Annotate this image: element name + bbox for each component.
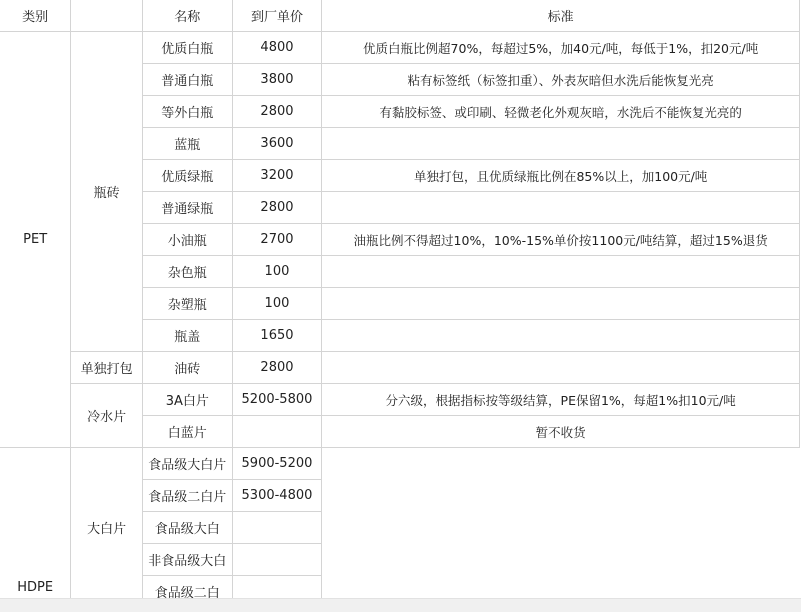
row-name: 瓶盖 [142, 320, 232, 352]
row-name: 等外白瓶 [142, 96, 232, 128]
header-standard: 标准 [322, 0, 800, 32]
row-price: 4800 [232, 32, 322, 64]
row-price: 3600 [232, 128, 322, 160]
table-row [0, 448, 800, 480]
header-name: 名称 [142, 0, 232, 32]
category-hdpe: HDPE [0, 448, 71, 599]
row-standard: 粘有标签纸（标签扣重）、外表灰暗但水洗后能恢复光亮 [322, 64, 800, 96]
row-name: 食品级大白片 [142, 448, 232, 480]
row-name: 优质绿瓶 [142, 160, 232, 192]
header-row [0, 0, 800, 32]
header-category: 类别 [0, 0, 71, 32]
row-name: 白蓝片 [142, 416, 232, 448]
group-white-flake: 大白片 [71, 448, 143, 599]
table-row [0, 352, 800, 384]
row-name: 杂色瓶 [142, 256, 232, 288]
row-price: 5300-4800 [232, 480, 322, 512]
row-price: 2800 [232, 352, 322, 384]
row-standard: 优质白瓶比例超70%，每超过5%，加40元/吨，每低于1%，扣20元/吨 [322, 32, 800, 64]
row-price: 100 [232, 256, 322, 288]
row-standard [322, 352, 800, 384]
row-name: 非食品级大白 [142, 544, 232, 576]
row-name: 小油瓶 [142, 224, 232, 256]
standard-blank [322, 448, 800, 599]
row-standard: 单独打包，且优质绿瓶比例在85%以上，加100元/吨 [322, 160, 800, 192]
row-price: 2700 [232, 224, 322, 256]
row-standard: 油瓶比例不得超过10%，10%-15%单价按1100元/吨结算，超过15%退货 [322, 224, 800, 256]
row-price: 2800 [232, 96, 322, 128]
row-price: 5900-5200 [232, 448, 322, 480]
row-standard: 有黏胶标签、或印刷、轻微老化外观灰暗，水洗后不能恢复光亮的 [322, 96, 800, 128]
row-name: 普通绿瓶 [142, 192, 232, 224]
category-pet: PET [0, 32, 71, 448]
row-name: 食品级二白 [142, 576, 232, 599]
row-price [232, 512, 322, 544]
group-cold-flake: 冷水片 [71, 384, 143, 448]
table-row [0, 384, 800, 416]
row-price [232, 416, 322, 448]
row-standard [322, 192, 800, 224]
row-price: 2800 [232, 192, 322, 224]
row-name: 食品级二白片 [142, 480, 232, 512]
row-price [232, 576, 322, 599]
header-price: 到厂单价 [232, 0, 322, 32]
row-standard [322, 320, 800, 352]
row-name: 食品级大白 [142, 512, 232, 544]
row-name: 蓝瓶 [142, 128, 232, 160]
row-price: 5200-5800 [232, 384, 322, 416]
group-separate-pack: 单独打包 [71, 352, 143, 384]
row-name: 3A白片 [142, 384, 232, 416]
header-group [71, 0, 143, 32]
row-standard: 分六级，根据指标按等级结算，PE保留1%，每超1%扣10元/吨 [322, 384, 800, 416]
row-standard [322, 256, 800, 288]
horizontal-scrollbar[interactable] [0, 598, 801, 612]
row-price: 3800 [232, 64, 322, 96]
row-name: 油砖 [142, 352, 232, 384]
row-name: 优质白瓶 [142, 32, 232, 64]
row-standard: 暂不收货 [322, 416, 800, 448]
row-standard [322, 288, 800, 320]
group-bottle-brick: 瓶砖 [71, 32, 143, 352]
row-price: 1650 [232, 320, 322, 352]
row-price [232, 544, 322, 576]
row-standard [322, 128, 800, 160]
table-row [0, 32, 800, 64]
row-name: 杂塑瓶 [142, 288, 232, 320]
row-price: 100 [232, 288, 322, 320]
row-price: 3200 [232, 160, 322, 192]
row-name: 普通白瓶 [142, 64, 232, 96]
